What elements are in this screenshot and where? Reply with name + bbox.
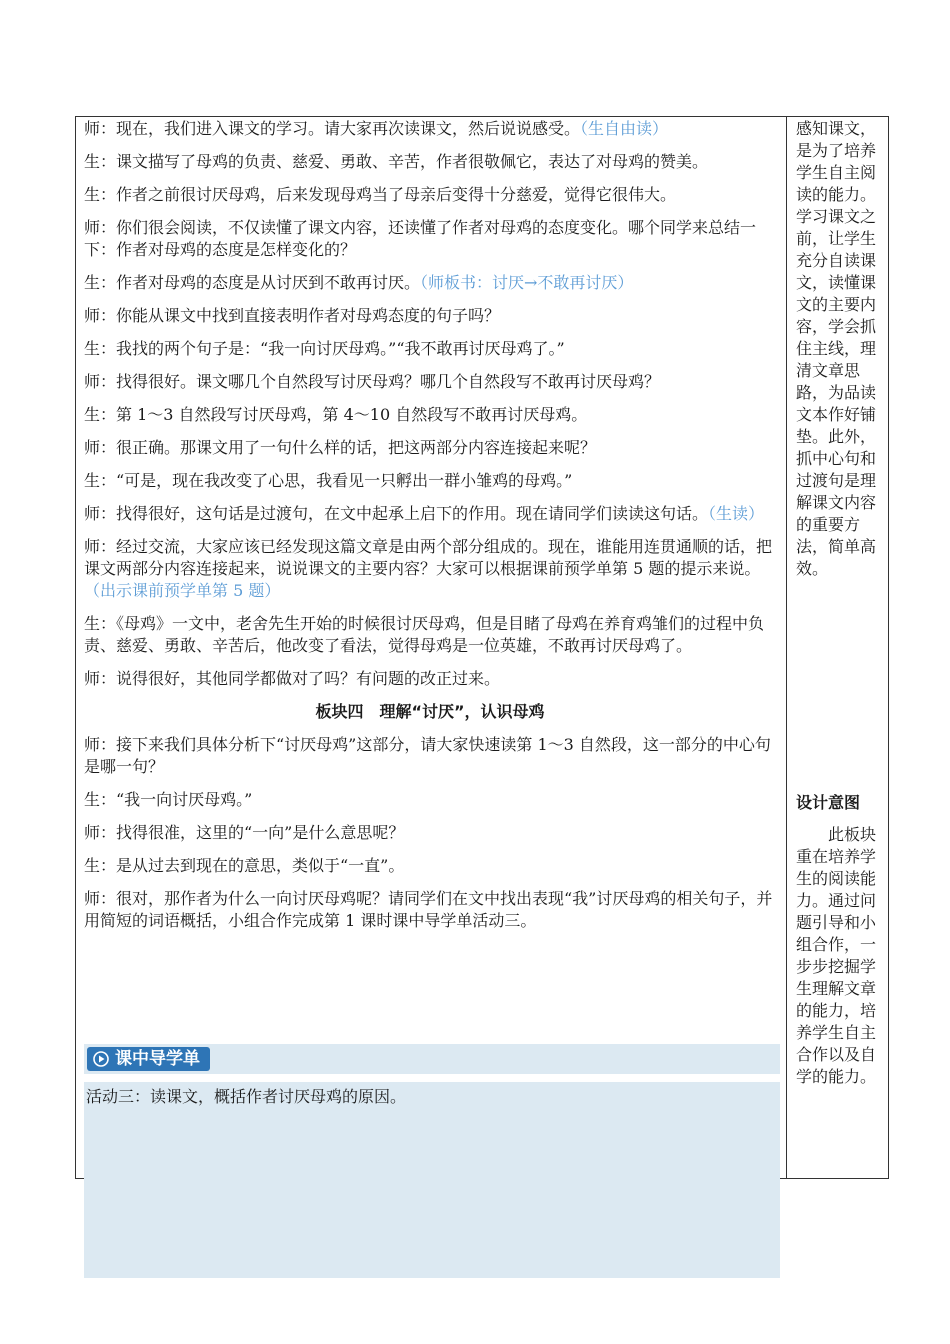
dialogue-line: 师：找得很好，这句话是过渡句，在文中起承上启下的作用。现在请同学们读读这句话。（生读）	[84, 504, 765, 523]
dialogue-line: 师：找得很好。课文哪几个自然段写讨厌母鸡？哪几个自然段写不敢再讨厌母鸡？	[84, 372, 661, 391]
dialogue-line: 师：接下来我们具体分析下“讨厌母鸡”这部分，请大家快速读第 1～3 自然段，这一部分的中心句是哪一句？	[84, 735, 771, 776]
dialogue-line: 师：找得很准，这里的“一向”是什么意思呢？	[84, 823, 405, 842]
lesson-dialogue	[84, 118, 776, 943]
dialogue-line: 生：“我一向讨厌母鸡。”	[84, 790, 253, 809]
dialogue-line: 师：现在，我们进入课文的学习。请大家再次读课文，然后说说感受。（生自由读）	[84, 119, 669, 138]
dialogue-line: 生：第 1～3 自然段写讨厌母鸡，第 4～10 自然段写不敢再讨厌母鸡。	[84, 405, 588, 424]
dialogue-line: 生：作者对母鸡的态度是从讨厌到不敢再讨厌。（师板书：讨厌→不敢再讨厌）	[84, 273, 634, 292]
activity-box	[84, 1082, 780, 1278]
dialogue-line: 生：是从过去到现在的意思，类似于“一直”。	[84, 856, 405, 875]
guide-sheet-banner	[84, 1044, 780, 1074]
dialogue-line: 师：很对，那作者为什么一向讨厌母鸡呢？请同学们在文中找出表现“我”讨厌母鸡的相关句子，并用简短的词语概括，小组合作完成第 1 课时课中导学单活动三。	[84, 889, 773, 930]
design-note-2: 此板块重在培养学生的阅读能力。通过问题引导和小组合作，一步步挖掘学生理解文章的能力，培养学生自主合作以及自学的能力。	[796, 825, 877, 1086]
play-circle-icon	[93, 1051, 109, 1067]
activity-prompt: 活动三：读课文，概括作者讨厌母鸡的原因。	[86, 1087, 407, 1106]
dialogue-line: 生：“可是，现在我改变了心思，我看见一只孵出一群小雏鸡的母鸡。”	[84, 471, 573, 490]
dialogue-line: 生：作者之前很讨厌母鸡，后来发现母鸡当了母亲后变得十分慈爱，觉得它很伟大。	[84, 185, 677, 204]
dialogue-line: 师：你能从课文中找到直接表明作者对母鸡态度的句子吗？	[84, 306, 501, 325]
dialogue-line: 生：我找的两个句子是：“我一向讨厌母鸡。”“我不敢再讨厌母鸡了。”	[84, 339, 565, 358]
dialogue-line: 师：你们很会阅读，不仅读懂了课文内容，还读懂了作者对母鸡的态度变化。哪个同学来总结一下：作者对母鸡的态度是怎样变化的？	[84, 218, 757, 259]
dialogue-line: 生：《母鸡》一文中，老舍先生开始的时候很讨厌母鸡，但是目睹了母鸡在养育鸡雏们的过程中负责、慈爱、勇敢、辛苦后，他改变了看法，觉得母鸡是一位英雄，不敢再讨厌母鸡了。	[84, 614, 765, 655]
dialogue-line: 生：课文描写了母鸡的负责、慈爱、勇敢、辛苦，作者很敬佩它，表达了对母鸡的赞美。	[84, 152, 709, 171]
dialogue-line: 师：说得很好，其他同学都做对了吗？有问题的改正过来。	[84, 669, 501, 688]
column-divider	[786, 116, 787, 1179]
dialogue-line: 师：经过交流，大家应该已经发现这篇文章是由两个部分组成的。现在，谁能用连贯通顺的话，把课文两部分内容连接起来，说说课文的主要内容？大家可以根据课前预学单第 5 题的提示来说。（出示课前预学单第 5 题）	[84, 537, 773, 600]
design-intent-heading: 设计意图	[796, 793, 861, 812]
guide-sheet-label	[87, 1047, 210, 1071]
guide-sheet-title: 课中导学单	[115, 1049, 200, 1069]
section-title: 板块四 理解“讨厌”，认识母鸡	[315, 702, 545, 721]
dialogue-line: 师：很正确。那课文用了一句什么样的话，把这两部分内容连接起来呢？	[84, 438, 597, 457]
design-note-1: 感知课文，是为了培养学生自主阅读的能力。学习课文之前，让学生充分自读课文，读懂课文的主要内容，学会抓住主线，理清文章思路，为品读文本作好铺垫。此外，抓中心句和过渡句是理解课文内容的重要方法，简单高效。	[796, 119, 877, 578]
